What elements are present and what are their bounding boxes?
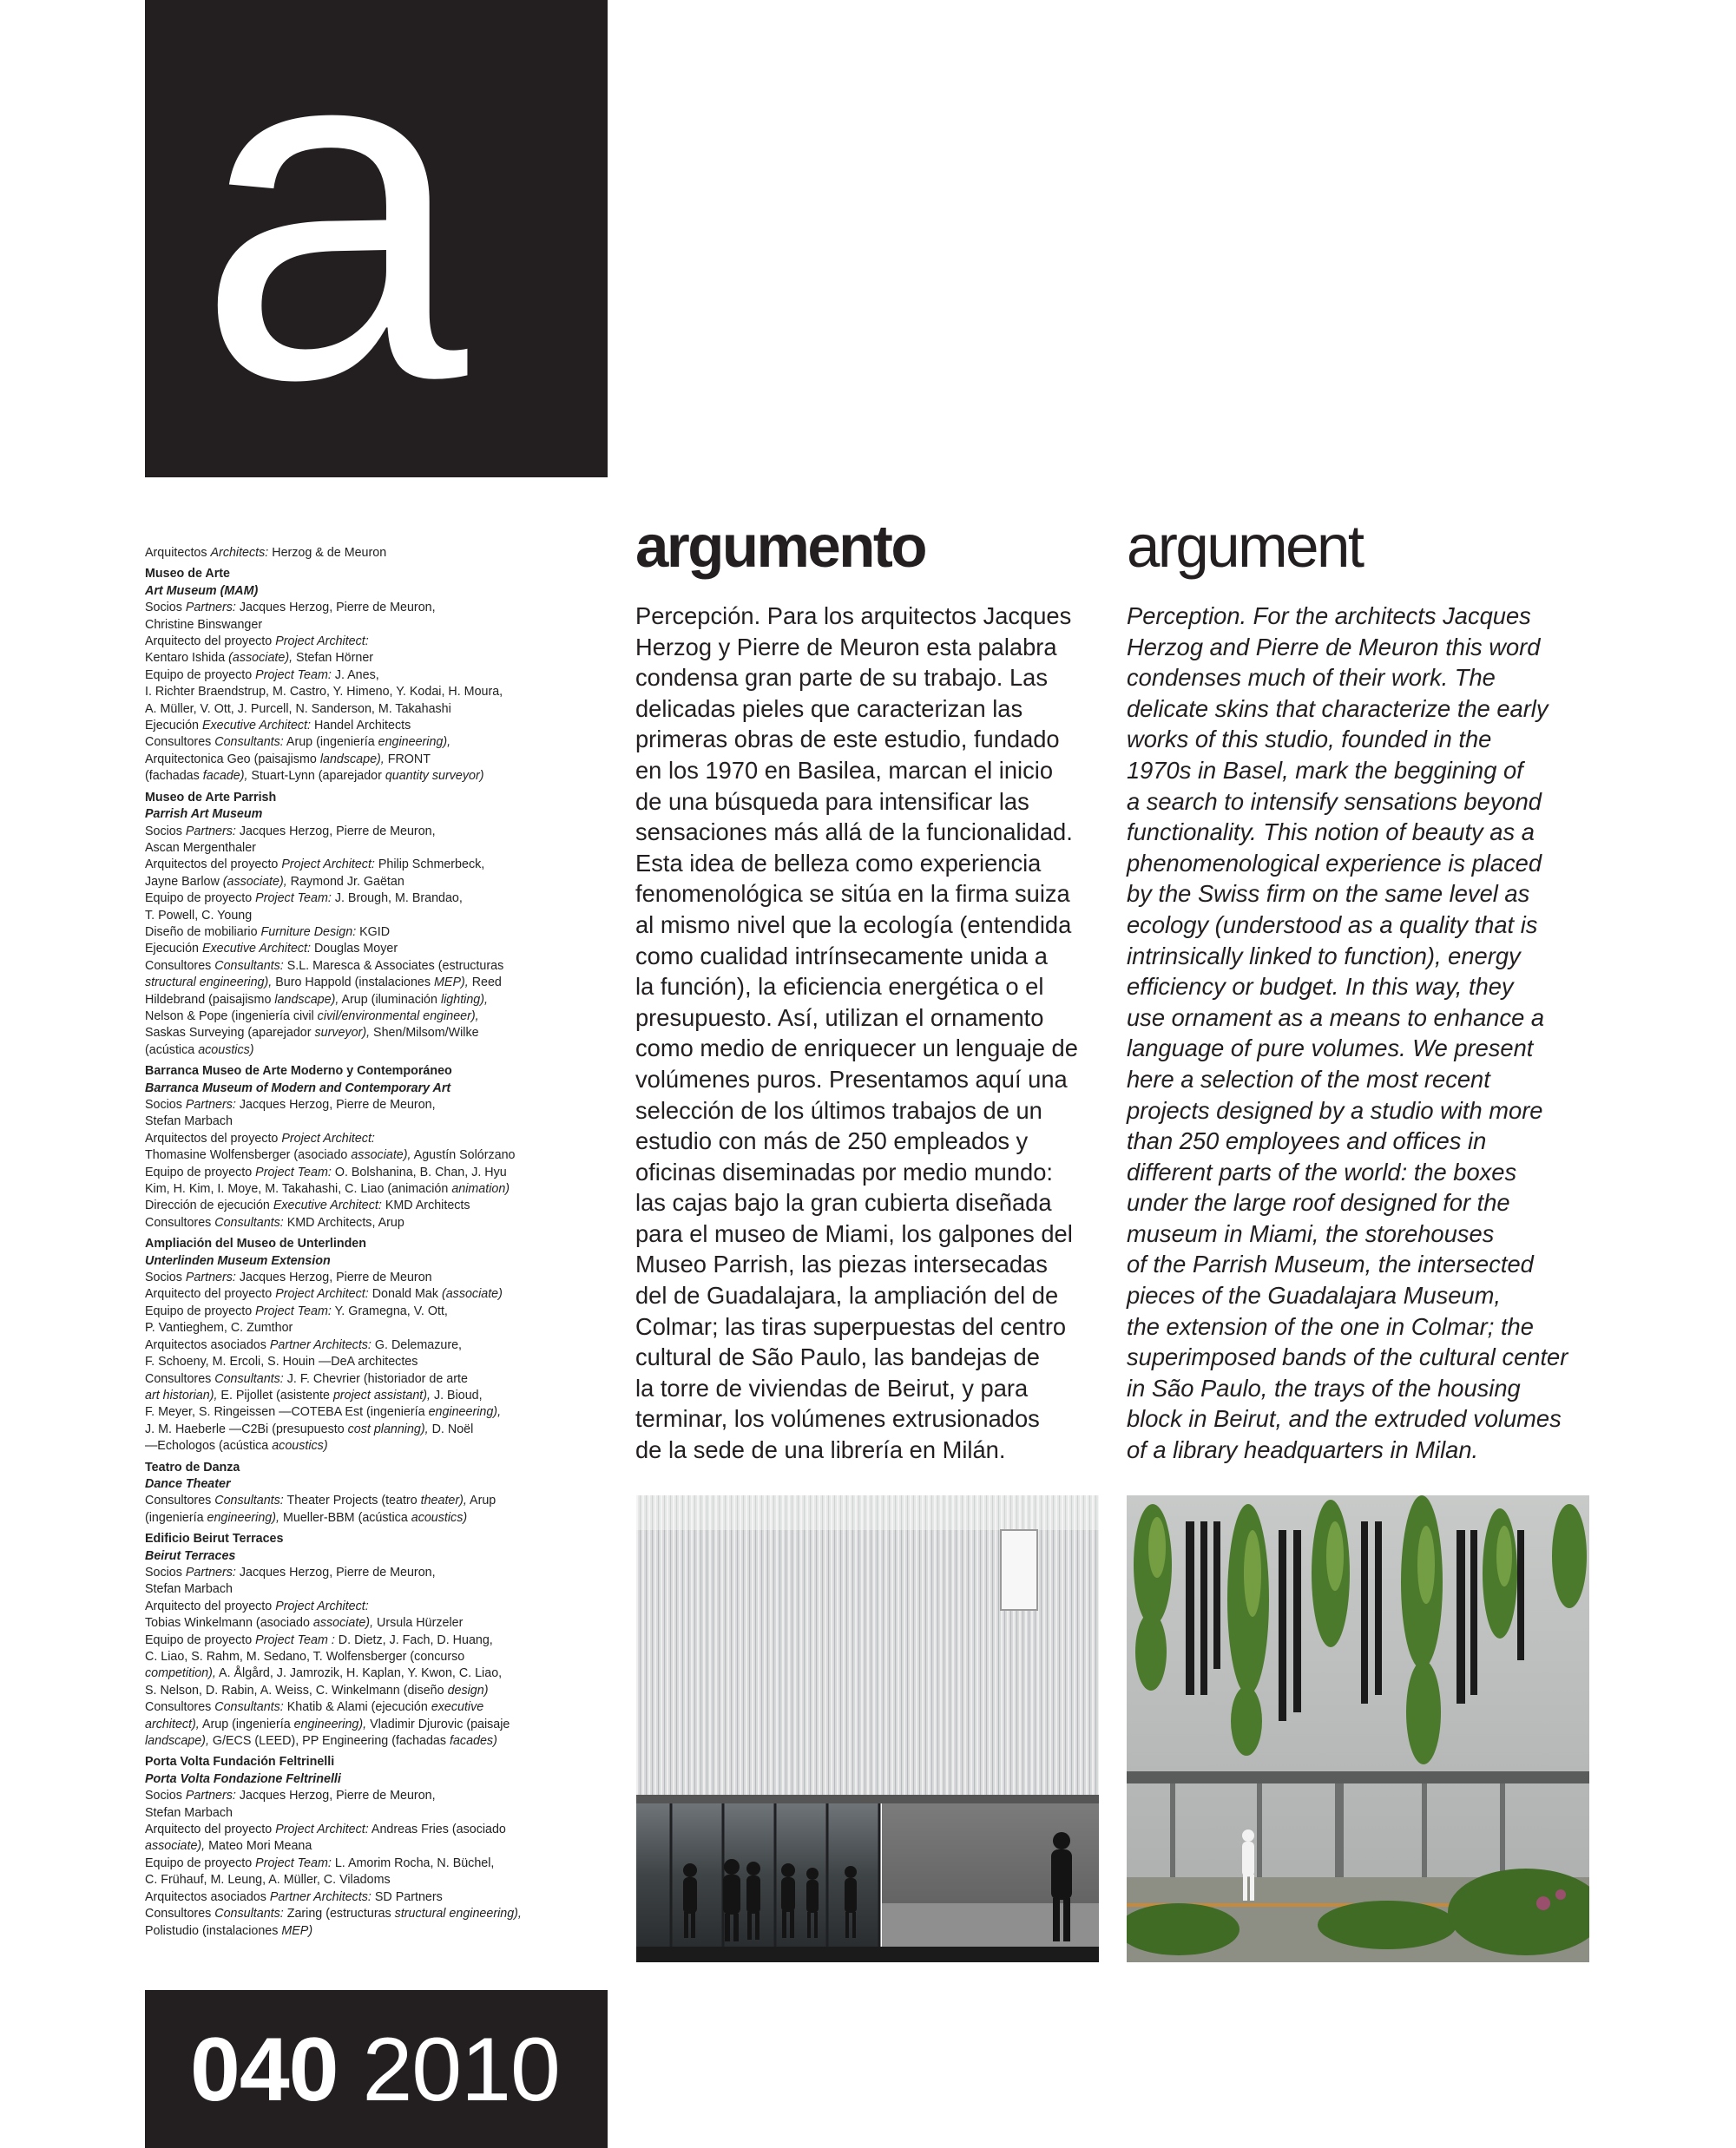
credit-text: Consultores [145, 735, 215, 750]
credit-role-en: Consultants: [214, 1494, 284, 1508]
credit-line [145, 1510, 596, 1527]
credit-text: Arquitecto del proyecto [145, 634, 276, 649]
credit-role-en: Project Architect: [275, 634, 369, 649]
credit-line [145, 824, 596, 840]
credit-line [145, 890, 596, 907]
credit-text: Arup (ingeniería [199, 1717, 294, 1731]
credit-line [145, 1181, 596, 1198]
credit-line [145, 924, 596, 941]
credit-text: Khatib & Alami (ejecución [283, 1700, 431, 1715]
credit-line [145, 667, 596, 684]
credit-text: C. Liao, S. Rahm, M. Sedano, T. Wolfensberger (concurso [145, 1650, 465, 1664]
credit-role-en: MEP), [434, 975, 469, 990]
credit-text: Equipo de proyecto [145, 1304, 256, 1318]
credit-role-en: MEP) [281, 1923, 313, 1938]
credit-text: J. Brough, M. Brandao, [331, 891, 463, 906]
credit-role-en: (associate), [228, 651, 293, 666]
credit-line [145, 992, 596, 1008]
credit-text: Equipo de proyecto [145, 1165, 256, 1179]
credit-line [145, 1856, 596, 1872]
issue-number [190, 2020, 560, 2120]
project-title-es: Museo de Arte Parrish [145, 790, 277, 805]
credit-text: Y. Gramegna, V. Ott, [331, 1304, 448, 1318]
credit-role-en: Project Team: [255, 1165, 332, 1179]
credit-text: Jacques Herzog, Pierre de Meuron, [235, 1789, 436, 1803]
credit-line [145, 701, 596, 718]
credit-text: Equipo de proyecto [145, 1632, 256, 1647]
credit-text: Consultores [145, 1494, 215, 1508]
credit-role-en: animation) [451, 1182, 510, 1197]
credit-line [145, 684, 596, 700]
credit-text: Socios [145, 1271, 186, 1285]
credit-role-en: Consultants: [214, 1371, 284, 1386]
credit-line [145, 1906, 596, 1922]
credit-role-en: quantity surveyor) [385, 769, 484, 784]
credit-text: Equipo de proyecto [145, 891, 256, 906]
credit-text: (fachadas [145, 769, 203, 784]
credit-text: Jacques Herzog, Pierre de Meuron, [235, 1565, 436, 1580]
credit-text: Saskas Surveying (aparejador [145, 1026, 315, 1041]
credit-text: Jacques Herzog, Pierre de Meuron, [235, 824, 436, 838]
credit-role-en: Partners: [185, 824, 236, 838]
credit-line [145, 1198, 596, 1214]
credit-text: O. Bolshanina, B. Chan, J. Hyu [331, 1165, 507, 1179]
credit-line [145, 857, 596, 873]
credit-text: Kim, H. Kim, I. Moye, M. Takahashi, C. Liao (animación [145, 1182, 452, 1197]
credit-text: Shen/Milsom/Wilke [370, 1026, 479, 1041]
credit-line [145, 1008, 596, 1025]
credit-text: Donald Mak [368, 1287, 442, 1302]
credit-text: Jacques Herzog, Pierre de Meuron, [235, 1098, 436, 1112]
credit-role-en: Partners: [185, 1565, 236, 1580]
credit-role-en: Partners: [185, 601, 236, 615]
credit-text: Jacques Herzog, Pierre de Meuron, [235, 601, 436, 615]
credit-text: G. Delemazure, [371, 1337, 463, 1352]
credit-role-en: acoustics) [272, 1439, 328, 1454]
credit-line [145, 1632, 596, 1649]
project-title-en: Barranca Museum of Modern and Contemporary Art [145, 1081, 451, 1095]
credit-text: E. Pijollet (asistente [217, 1388, 333, 1402]
credit-line [145, 1699, 596, 1716]
credit-line [145, 1422, 596, 1438]
body-text-spanish: Percepción. Para los arquitectos Jacques Herzog y Pierre de Meuron esta palabra condensa gran parte de su trabajo. Las delicadas pieles que caracterizan las primeras obras de este estudio, fundado en los 1970 en Basilea, marcan el inicio de una búsqueda para intensificar las sensaciones más allá de la funcionalidad. Esta idea de belleza como experiencia fenomenológica se sitúa en la firma suiza al mismo nivel que la ecología (entendida como cualidad intrínsecamente unida a la función), la eficiencia energética o el presupuesto. Así, utilizan el ornamento como medio de enriquecer un lenguaje de volúmenes puros. Presentamos aquí una selección de los últimos trabajos de un estudio con más de 250 empleados y oficinas diseminadas por medio mundo: las cajas bajo la gran cubierta diseñada para el museo de Miami, los galpones del Museo Parrish, las piezas intersecadas del de Guadalajara, la ampliación del de Colmar; las tiras superpuestas del centro cultural de São Paulo, las bandejas de la torre de viviendas de Beirut, y para terminar, los volúmenes extrusionados de la sede de una librería en Milán. [635, 602, 1078, 1464]
credit-text: Hildebrand (paisajismo [145, 992, 275, 1007]
credit-role-en: lighting), [440, 992, 488, 1007]
heading-spanish: argumento [635, 513, 926, 580]
credit-text: Ascan Mergenthaler [145, 840, 256, 855]
credit-role-en: associate), [145, 1839, 206, 1854]
credit-text: (ingeniería [145, 1510, 207, 1525]
credit-text: Raymond Jr. Gaëtan [286, 874, 404, 889]
credit-text: Arquitecto del proyecto [145, 1823, 276, 1837]
credit-text: Handel Architects [310, 719, 411, 733]
credit-role-en: art historian), [145, 1388, 218, 1402]
credit-project [145, 1460, 596, 1527]
credit-project [145, 1531, 596, 1750]
credit-line [145, 1131, 596, 1147]
credit-line [145, 768, 596, 785]
credit-line [145, 1788, 596, 1804]
issue: 040 [190, 2020, 339, 2120]
body-text-english: Perception. For the architects Jacques Herzog and Pierre de Meuron this word condenses much of their work. The delicate skins that characterize the early works of this studio, founded in the 1970s in Basel, mark the beggining of a search to intensify sensations beyond functionality. This notion of beauty as a phenomenological experience is placed by the Swiss firm on the same level as ecology (understood as a quality that is intrinsically linked to function), energy efficiency or budget. In this way, they use ornament as a means to enhance a language of pure volumes. We present here a selection of the most recent projects designed by a studio with more than 250 employees and offices in different parts of the world: the boxes under the large roof designed for the museum in Miami, the storehouses of the Parrish Museum, the intersected pieces of the Guadalajara Museum, the extension of the one in Colmar; the superimposed bands of the cultural center in São Paulo, the trays of the housing block in Beirut, and the extruded volumes of a library headquarters in Milan. [1127, 602, 1568, 1464]
credit-text: Arup (iluminación [339, 992, 441, 1007]
credit-text: KGID [356, 924, 391, 939]
credit-line [145, 1565, 596, 1581]
credit-text: Vladimir Djurovic (paisaje [366, 1717, 510, 1731]
credit-role-en: Project Team: [255, 667, 332, 682]
credit-text: Nelson & Pope (ingeniería civil [145, 1008, 318, 1023]
credit-text: Polistudio (instalaciones [145, 1923, 282, 1938]
credit-text: Arquitectos asociados [145, 1337, 270, 1352]
credit-role-en: Consultants: [214, 735, 284, 750]
credit-role-en: structural engineering), [394, 1907, 522, 1921]
credit-text: Stefan Marbach [145, 1582, 233, 1597]
credit-text: Arquitecto del proyecto [145, 1599, 276, 1613]
credit-line [145, 1147, 596, 1164]
credit-role-en: Executive Architect: [273, 1199, 382, 1213]
credit-line [145, 840, 596, 857]
credit-text: F. Schoeny, M. Ercoli, S. Houin —DeA architectes [145, 1355, 418, 1370]
credit-line [145, 1320, 596, 1337]
credit-role-en: Furniture Design: [260, 924, 357, 939]
credit-role-en: acoustics) [411, 1510, 468, 1525]
credit-role-en: Consultants: [214, 958, 284, 973]
credit-role-en: acoustics) [198, 1042, 254, 1057]
credit-text: Ejecución [145, 719, 202, 733]
credit-role-en: Project Architect: [275, 1823, 369, 1837]
credit-line [145, 718, 596, 734]
credit-role-en: Partner Architects: [269, 1337, 372, 1352]
credit-role-en: Partners: [185, 1789, 236, 1803]
credit-role-en: landscape), [274, 992, 339, 1007]
credit-line [145, 908, 596, 924]
credit-role-en: engineering), [378, 735, 451, 750]
credit-role-en: engineering), [207, 1510, 279, 1525]
photo-green-facade [1127, 1495, 1589, 1962]
project-title-en: Dance Theater [145, 1476, 231, 1491]
credit-line [145, 958, 596, 975]
facade-illustration [636, 1495, 1099, 1962]
credit-text: (acústica [145, 1042, 199, 1057]
credit-project [145, 566, 596, 785]
credit-text: SD Partners [371, 1889, 443, 1904]
credit-text: FRONT [384, 752, 431, 766]
credit-line [145, 634, 596, 650]
credit-line [145, 1665, 596, 1682]
credit-line [145, 1889, 596, 1906]
credit-line [145, 1599, 596, 1615]
credit-text: Philip Schmerbeck, [374, 857, 485, 872]
credit-text: J. Bioud, [430, 1388, 483, 1402]
credit-role-en: Project Architect: [275, 1287, 369, 1302]
credit-text: Consultores [145, 1907, 215, 1921]
credit-role-en: competition), [145, 1666, 216, 1681]
credit-role-en: surveyor), [314, 1026, 371, 1041]
credit-line [145, 1649, 596, 1665]
credit-text: Socios [145, 824, 186, 838]
credit-line [145, 1371, 596, 1388]
credit-text: Jacques Herzog, Pierre de Meuron [235, 1271, 432, 1285]
project-title-en: Art Museum (MAM) [145, 583, 259, 598]
credit-text: Arquitectos del proyecto [145, 857, 282, 872]
credit-text: S.L. Maresca & Associates (estructuras [283, 958, 504, 973]
credit-role-en: Consultants: [214, 1700, 284, 1715]
credit-text: T. Powell, C. Young [145, 908, 253, 923]
credit-project [145, 1236, 596, 1455]
credit-role-en: Project Team: [255, 891, 332, 906]
credit-text: Socios [145, 601, 186, 615]
credit-text: Douglas Moyer [310, 942, 398, 956]
credit-role-en: Project Architect: [281, 857, 375, 872]
credit-text: Socios [145, 1098, 186, 1112]
credit-text: Jayne Barlow [145, 874, 223, 889]
project-title-es: Teatro de Danza [145, 1460, 240, 1475]
credit-text: D. Dietz, J. Fach, D. Huang, [334, 1632, 493, 1647]
credit-line [145, 1354, 596, 1370]
credit-role-en: Executive Architect: [201, 942, 311, 956]
credit-line [145, 1025, 596, 1041]
credit-role-en: Partners: [185, 1098, 236, 1112]
credit-role-en: facades) [450, 1734, 497, 1749]
credit-text: F. Meyer, S. Ringeissen —COTEBA Est (ingeniería [145, 1405, 429, 1420]
credit-text: Arup (ingeniería [283, 735, 378, 750]
heading-english: argument [1127, 513, 1363, 580]
credit-line [145, 1717, 596, 1733]
credit-role-en: executive [431, 1700, 484, 1715]
project-title-en: Parrish Art Museum [145, 807, 263, 822]
credit-text: J. Anes, [331, 667, 379, 682]
credit-text: Consultores [145, 1700, 215, 1715]
credit-project [145, 790, 596, 1060]
credit-text: Socios [145, 1789, 186, 1803]
credit-text: Andreas Fries (asociado [368, 1823, 506, 1837]
credit-role-en: Project Team: [255, 1304, 332, 1318]
credit-text: Consultores [145, 1371, 215, 1386]
credit-text: J. M. Haeberle —C2Bi (presupuesto [145, 1422, 348, 1436]
credit-line [145, 1215, 596, 1232]
credit-text: Ursula Hürzeler [373, 1616, 464, 1631]
credit-role-en: (associate), [222, 874, 287, 889]
credit-text: Stefan Hörner [293, 651, 374, 666]
credit-line [145, 1337, 596, 1354]
credit-text: Dirección de ejecución [145, 1199, 273, 1213]
credit-text: Ejecución [145, 942, 202, 956]
credit-role-en: engineering), [428, 1405, 502, 1420]
credit-text: Theater Projects (teatro [283, 1494, 421, 1508]
credit-text: Stefan Marbach [145, 1114, 233, 1129]
credit-text: Arup [466, 1494, 496, 1508]
credit-line [145, 1493, 596, 1509]
credit-role-en: theater), [420, 1494, 467, 1508]
credit-text: J. F. Chevrier (historiador de arte [283, 1371, 468, 1386]
credit-role-en: structural engineering), [145, 975, 273, 990]
credit-text: —Echologos (acústica [145, 1439, 273, 1454]
credit-line [145, 975, 596, 991]
credit-text: Equipo de proyecto [145, 667, 256, 682]
credit-line [145, 1165, 596, 1181]
credit-line [145, 1304, 596, 1320]
credit-role-en: Partner Architects: [269, 1889, 372, 1904]
credit-line [145, 1805, 596, 1822]
credit-text: Socios [145, 1565, 186, 1580]
credit-text: P. Vantieghem, C. Zumthor [145, 1321, 293, 1336]
credit-line [145, 1923, 596, 1940]
credit-line [145, 1872, 596, 1889]
credit-text: S. Nelson, D. Rabin, A. Weiss, C. Winkelmann (diseño [145, 1683, 448, 1698]
credit-line [145, 600, 596, 616]
credit-text: L. Amorim Rocha, N. Büchel, [331, 1856, 495, 1870]
project-title-en: Porta Volta Fondazione Feltrinelli [145, 1771, 341, 1786]
credit-role-en: Project Team : [255, 1632, 335, 1647]
credit-project [145, 1754, 596, 1939]
credit-text: Arquitecto del proyecto [145, 1287, 276, 1302]
credit-text: Kentaro Ishida [145, 651, 229, 666]
credit-role-en: Consultants: [214, 1907, 284, 1921]
project-title-es: Porta Volta Fundación Feltrinelli [145, 1755, 335, 1770]
credit-text: Consultores [145, 958, 215, 973]
project-title-es: Barranca Museo de Arte Moderno y Contemporáneo [145, 1064, 452, 1079]
credit-role-en: landscape), [319, 752, 385, 766]
credit-text: Arquitectos asociados [145, 1889, 270, 1904]
credit-role-en: Consultants: [214, 1215, 284, 1230]
credit-text: A. Ålgård, J. Jamrozik, H. Kaplan, Y. Kwon, C. Liao, [215, 1666, 503, 1681]
project-title-es: Ampliación del Museo de Unterlinden [145, 1237, 366, 1251]
project-title-en: Unterlinden Museum Extension [145, 1253, 331, 1268]
credit-line [145, 941, 596, 957]
credit-role-en: Executive Architect: [201, 719, 311, 733]
credit-text: Buro Happold (instalaciones [272, 975, 434, 990]
credit-role-en: engineering), [293, 1717, 367, 1731]
credit-role-en: associate), [351, 1148, 411, 1163]
credit-text: Equipo de proyecto [145, 1856, 256, 1870]
credit-role-en: civil/environmental engineer), [317, 1008, 479, 1023]
credit-project [145, 1063, 596, 1232]
credit-text: Arquitectonica Geo (paisajismo [145, 752, 320, 766]
photo-facade-silhouettes [636, 1495, 1099, 1962]
credit-line [145, 1822, 596, 1838]
credit-line [145, 617, 596, 634]
credit-line [145, 1097, 596, 1113]
credit-line [145, 1581, 596, 1598]
credit-role-en: project assistant), [332, 1388, 431, 1402]
credit-line [145, 1615, 596, 1632]
credit-role-en: facade), [202, 769, 248, 784]
credit-text: Consultores [145, 1215, 215, 1230]
credit-text: Agustín Solórzano [411, 1148, 516, 1163]
credit-line [145, 1733, 596, 1750]
project-credits [145, 545, 596, 1944]
credit-role-en: Project Team: [255, 1856, 332, 1870]
green-facade-illustration [1127, 1495, 1589, 1962]
credit-role-en: architect), [145, 1717, 200, 1731]
credit-text: Mateo Mori Meana [205, 1839, 312, 1854]
credit-line [145, 650, 596, 667]
credit-role-en: cost planning), [347, 1422, 429, 1436]
credit-line [145, 1113, 596, 1130]
architects-label-en: Architects: [210, 546, 269, 560]
credit-role-en: Partners: [185, 1271, 236, 1285]
credit-text: Arquitectos del proyecto [145, 1131, 282, 1146]
credit-line [145, 1404, 596, 1421]
credit-line [145, 1388, 596, 1404]
credit-text: A. Müller, V. Ott, J. Purcell, N. Sanderson, M. Takahashi [145, 701, 451, 716]
year: 2010 [362, 2020, 560, 2120]
header-block [145, 0, 608, 477]
credit-text: KMD Architects [381, 1199, 470, 1213]
credit-line [145, 1286, 596, 1303]
architects-name: Herzog & de Meuron [272, 546, 387, 560]
project-title-es: Edificio Beirut Terraces [145, 1532, 284, 1547]
credit-role-en: Project Architect: [281, 1131, 375, 1146]
section-letter: a [197, 0, 459, 477]
architects-line [145, 545, 596, 562]
credit-role-en: associate), [312, 1616, 374, 1631]
project-title-es: Museo de Arte [145, 567, 230, 581]
architects-label-es: Arquitectos [145, 546, 207, 560]
project-title-en: Beirut Terraces [145, 1548, 236, 1563]
credit-line [145, 1838, 596, 1855]
credit-text: Zaring (estructuras [283, 1907, 395, 1921]
credit-text: KMD Architects, Arup [283, 1215, 404, 1230]
credit-text: Stuart-Lynn (aparejador [247, 769, 385, 784]
footer-block [145, 1990, 608, 2148]
credit-text: Tobias Winkelmann (asociado [145, 1616, 313, 1631]
credit-line [145, 1042, 596, 1059]
credit-role-en: design) [447, 1683, 489, 1698]
credit-text: D. Noël [428, 1422, 474, 1436]
credit-text: G/ECS (LEED), PP Engineering (fachadas [208, 1734, 450, 1749]
credit-text: I. Richter Braendstrup, M. Castro, Y. Himeno, Y. Kodai, H. Moura, [145, 685, 503, 700]
credit-role-en: Project Architect: [275, 1599, 369, 1613]
credit-text: Mueller-BBM (acústica [279, 1510, 411, 1525]
credit-line [145, 874, 596, 890]
credit-text: C. Frühauf, M. Leung, A. Müller, C. Viladoms [145, 1873, 391, 1888]
credit-line [145, 1683, 596, 1699]
credit-text: Thomasine Wolfensberger (asociado [145, 1148, 352, 1163]
credit-line [145, 734, 596, 751]
credit-text: Diseño de mobiliario [145, 924, 261, 939]
credit-text: Stefan Marbach [145, 1805, 233, 1820]
credit-text: Christine Binswanger [145, 617, 263, 632]
credit-text: Reed [468, 975, 502, 990]
credit-line [145, 752, 596, 768]
credit-role-en: landscape), [145, 1734, 209, 1749]
credit-role-en: (associate) [441, 1287, 503, 1302]
credit-line [145, 1438, 596, 1455]
credit-line [145, 1270, 596, 1286]
